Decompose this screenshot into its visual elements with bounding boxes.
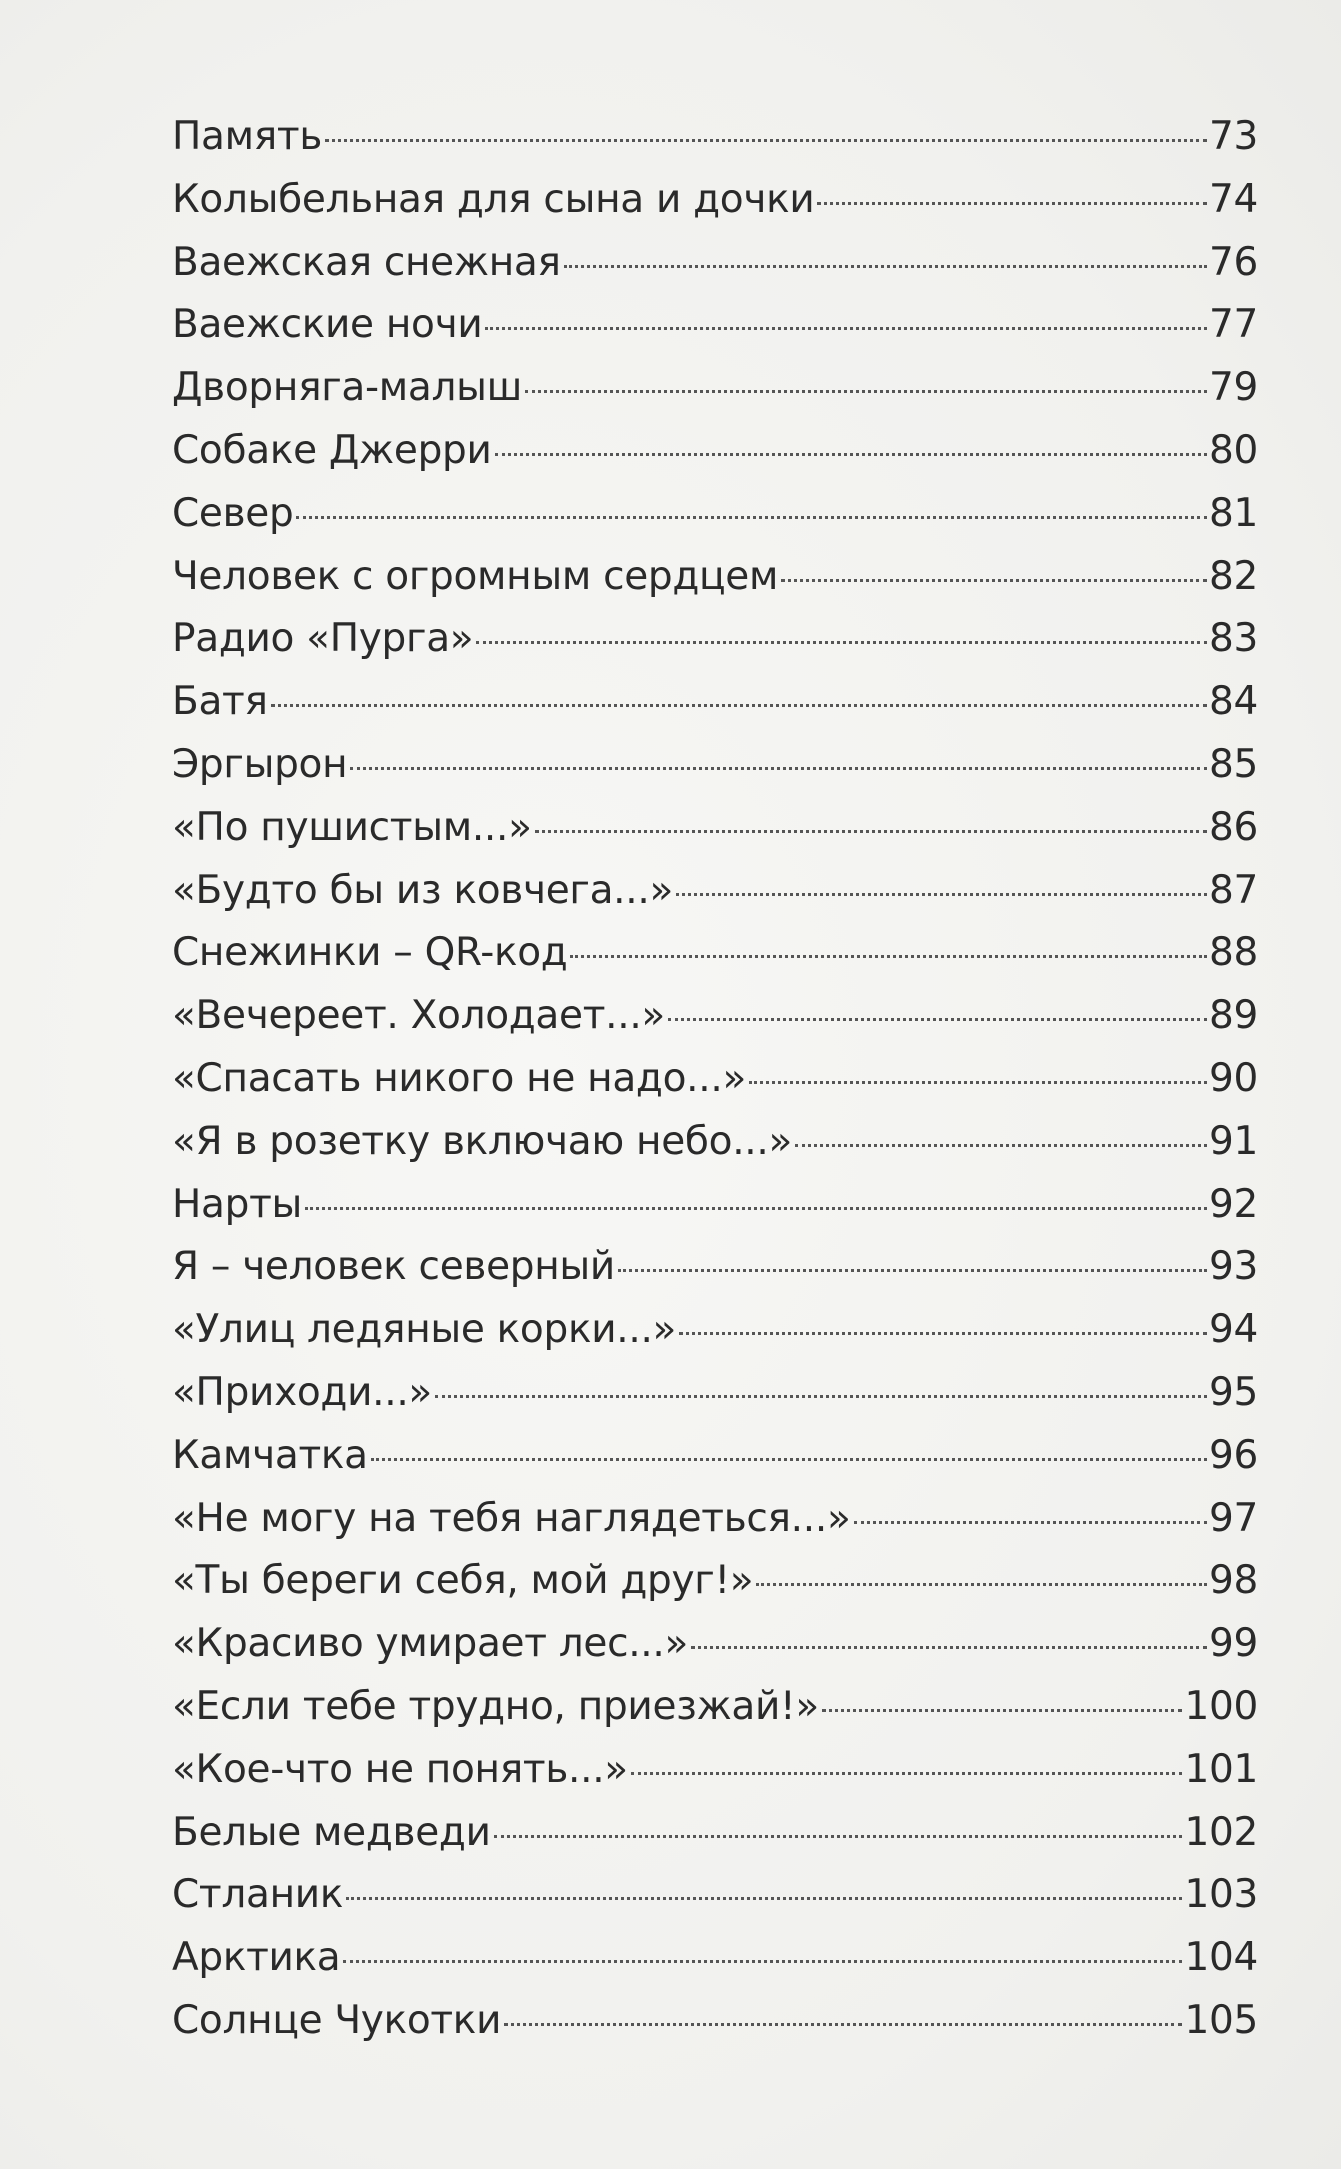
table-of-contents bbox=[172, 114, 1258, 2061]
toc-entry-title: «Я в розетку включаю небо...» bbox=[172, 1118, 793, 1164]
toc-entry-title: «Вечереет. Холодает...» bbox=[172, 993, 665, 1039]
toc-entry-page-number: 87 bbox=[1208, 867, 1258, 913]
toc-entry-page-number: 102 bbox=[1184, 1809, 1258, 1855]
toc-entry-title: «Будто бы из ковчега...» bbox=[172, 867, 674, 913]
toc-entry bbox=[172, 554, 1258, 617]
toc-entry-page-number: 77 bbox=[1208, 302, 1258, 348]
dot-leader bbox=[343, 1960, 1182, 1963]
toc-entry bbox=[172, 679, 1258, 742]
dot-leader bbox=[822, 1709, 1183, 1712]
dot-leader bbox=[350, 767, 1207, 770]
toc-entry bbox=[172, 1182, 1258, 1245]
dot-leader bbox=[525, 390, 1207, 393]
dot-leader bbox=[676, 893, 1207, 896]
toc-entry bbox=[172, 805, 1258, 868]
toc-entry-page-number: 90 bbox=[1208, 1055, 1258, 1101]
dot-leader bbox=[504, 2023, 1182, 2026]
toc-entry-page-number: 81 bbox=[1208, 490, 1258, 536]
dot-leader bbox=[618, 1269, 1207, 1272]
dot-leader bbox=[305, 1207, 1207, 1210]
toc-entry-title: Снежинки – QR-код bbox=[172, 930, 568, 976]
toc-entry-page-number: 83 bbox=[1208, 616, 1258, 662]
toc-entry-page-number: 73 bbox=[1208, 114, 1258, 159]
dot-leader bbox=[679, 1332, 1207, 1335]
toc-entry-page-number: 80 bbox=[1208, 427, 1258, 473]
dot-leader bbox=[564, 265, 1207, 268]
dot-leader bbox=[325, 139, 1207, 142]
toc-entry-title: Нарты bbox=[172, 1181, 302, 1227]
toc-entry-page-number: 85 bbox=[1208, 741, 1258, 787]
toc-entry-title: «Спасать никого не надо...» bbox=[172, 1055, 747, 1101]
toc-entry-title: Камчатка bbox=[172, 1432, 368, 1478]
toc-entry-title: Стланик bbox=[172, 1872, 344, 1918]
dot-leader bbox=[691, 1646, 1207, 1649]
dot-leader bbox=[781, 579, 1207, 582]
toc-entry-title: «Улиц ледяные корки...» bbox=[172, 1307, 677, 1353]
toc-entry-title: Север bbox=[172, 490, 294, 536]
toc-entry bbox=[172, 491, 1258, 554]
toc-entry bbox=[172, 868, 1258, 931]
toc-entry bbox=[172, 1872, 1258, 1935]
toc-entry-page-number: 99 bbox=[1208, 1621, 1258, 1667]
toc-entry-page-number: 93 bbox=[1208, 1244, 1258, 1290]
toc-entry-page-number: 82 bbox=[1208, 553, 1258, 599]
toc-entry-title: «Приходи...» bbox=[172, 1369, 432, 1415]
toc-entry-title: Ваежские ночи bbox=[172, 302, 483, 348]
toc-entry-page-number: 88 bbox=[1208, 930, 1258, 976]
dot-leader bbox=[296, 516, 1207, 519]
dot-leader bbox=[749, 1081, 1207, 1084]
toc-entry-page-number: 89 bbox=[1208, 993, 1258, 1039]
toc-entry-page-number: 74 bbox=[1208, 176, 1258, 222]
toc-entry-page-number: 98 bbox=[1208, 1558, 1258, 1604]
dot-leader bbox=[795, 1144, 1207, 1147]
toc-entry bbox=[172, 1684, 1258, 1747]
toc-entry bbox=[172, 1056, 1258, 1119]
dot-leader bbox=[271, 704, 1207, 707]
toc-entry bbox=[172, 1496, 1258, 1559]
toc-entry-title: Ваежская снежная bbox=[172, 239, 561, 285]
toc-entry bbox=[172, 1307, 1258, 1370]
toc-entry bbox=[172, 365, 1258, 428]
toc-entry bbox=[172, 1747, 1258, 1810]
toc-entry-page-number: 94 bbox=[1208, 1307, 1258, 1353]
toc-entry-page-number: 92 bbox=[1208, 1181, 1258, 1227]
toc-entry bbox=[172, 1810, 1258, 1873]
toc-entry bbox=[172, 616, 1258, 679]
toc-entry-page-number: 86 bbox=[1208, 804, 1258, 850]
toc-entry bbox=[172, 1119, 1258, 1182]
toc-entry-page-number: 100 bbox=[1184, 1683, 1258, 1729]
toc-entry-title: «Не могу на тебя наглядеться...» bbox=[172, 1495, 851, 1541]
dot-leader bbox=[570, 955, 1206, 958]
dot-leader bbox=[817, 202, 1207, 205]
toc-entry bbox=[172, 240, 1258, 303]
dot-leader bbox=[756, 1583, 1207, 1586]
toc-entry-page-number: 79 bbox=[1208, 365, 1258, 411]
toc-entry-title: Радио «Пурга» bbox=[172, 616, 474, 662]
dot-leader bbox=[494, 1835, 1183, 1838]
toc-entry-title: Дворняга-малыш bbox=[172, 365, 523, 411]
dot-leader bbox=[535, 830, 1207, 833]
toc-entry-title: Белые медведи bbox=[172, 1809, 491, 1855]
toc-entry bbox=[172, 1370, 1258, 1433]
toc-entry bbox=[172, 993, 1258, 1056]
toc-entry-page-number: 105 bbox=[1184, 1997, 1258, 2043]
toc-entry-title: «Красиво умирает лес...» bbox=[172, 1621, 689, 1667]
toc-entry bbox=[172, 930, 1258, 993]
toc-entry bbox=[172, 1244, 1258, 1307]
dot-leader bbox=[854, 1521, 1207, 1524]
toc-entry-title: «Кое-что не понять...» bbox=[172, 1746, 628, 1792]
toc-entry-title: Собаке Джерри bbox=[172, 427, 492, 473]
toc-entry-page-number: 84 bbox=[1208, 679, 1258, 725]
dot-leader bbox=[668, 1018, 1207, 1021]
toc-entry-title: «По пушистым...» bbox=[172, 804, 532, 850]
toc-entry bbox=[172, 114, 1258, 177]
dot-leader bbox=[476, 641, 1207, 644]
toc-entry-title: Арктика bbox=[172, 1935, 341, 1981]
toc-entry-title: Батя bbox=[172, 679, 268, 725]
dot-leader bbox=[346, 1897, 1182, 1900]
toc-entry-page-number: 101 bbox=[1184, 1746, 1258, 1792]
dot-leader bbox=[435, 1395, 1207, 1398]
toc-entry-page-number: 76 bbox=[1208, 239, 1258, 285]
toc-entry-title: Солнце Чукотки bbox=[172, 1997, 502, 2043]
toc-entry-page-number: 103 bbox=[1184, 1872, 1258, 1918]
toc-entry-page-number: 91 bbox=[1208, 1118, 1258, 1164]
toc-entry-title: Колыбельная для сына и дочки bbox=[172, 176, 815, 222]
toc-entry bbox=[172, 177, 1258, 240]
toc-entry bbox=[172, 1558, 1258, 1621]
toc-entry-page-number: 104 bbox=[1184, 1935, 1258, 1981]
toc-entry-title: Я – человек северный bbox=[172, 1244, 615, 1290]
toc-entry bbox=[172, 1998, 1258, 2061]
dot-leader bbox=[485, 327, 1207, 330]
toc-entry bbox=[172, 428, 1258, 491]
dot-leader bbox=[631, 1772, 1183, 1775]
toc-entry-title: Память bbox=[172, 114, 323, 159]
toc-entry-page-number: 95 bbox=[1208, 1369, 1258, 1415]
toc-entry-title: Эргырон bbox=[172, 741, 348, 787]
toc-entry-page-number: 96 bbox=[1208, 1432, 1258, 1478]
toc-entry bbox=[172, 1621, 1258, 1684]
toc-entry bbox=[172, 1433, 1258, 1496]
dot-leader bbox=[371, 1458, 1207, 1461]
toc-entry-page-number: 97 bbox=[1208, 1495, 1258, 1541]
toc-entry bbox=[172, 742, 1258, 805]
toc-entry bbox=[172, 302, 1258, 365]
toc-entry-title: «Если тебе трудно, приезжай!» bbox=[172, 1683, 819, 1729]
dot-leader bbox=[495, 453, 1207, 456]
toc-entry-title: «Ты береги себя, мой друг!» bbox=[172, 1558, 754, 1604]
toc-entry-title: Человек с огромным сердцем bbox=[172, 553, 779, 599]
toc-entry bbox=[172, 1935, 1258, 1998]
